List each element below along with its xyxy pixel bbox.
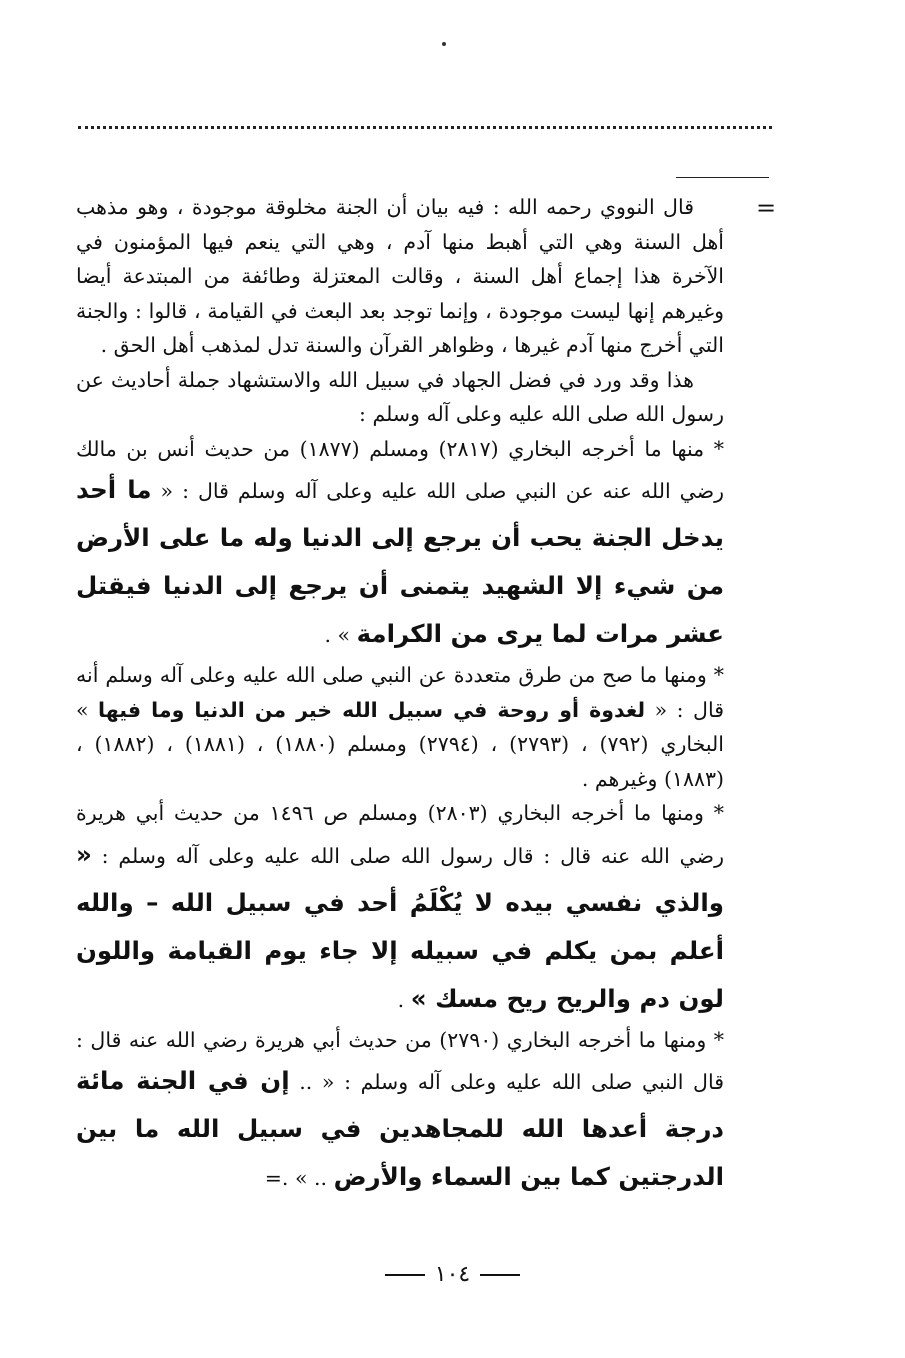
- hadith-close: .. » .=: [264, 1166, 334, 1190]
- hadith-abu-hurayra-2: [76, 1023, 724, 1202]
- hadith-anas: [76, 432, 724, 659]
- paragraph-intro: [76, 363, 724, 432]
- continuation-mark: =: [756, 194, 777, 222]
- hadith-refs: » البخاري (٧٩٢) ، (٢٧٩٣) ، (٢٧٩٤) ومسلم (١٨٨٠) ، (١٨٨١) ، (١٨٨٢) ، (١٨٨٣) وغيرهم .: [76, 697, 724, 791]
- hadith-quote: ما أحد يدخل الجنة يحب أن يرجع إلى الدنيا وله ما على الأرض من شيء إلا الشهيد يتمنى أن يرجع إلى الدنيا فيقتل عشر مرات لما يرى من الكرامة: [76, 475, 724, 648]
- footnote-rule: [676, 177, 769, 178]
- hadith-ghadwa: [76, 658, 724, 796]
- footnote-body: [76, 190, 724, 1201]
- hadith-close: » .: [324, 623, 357, 647]
- page-number: [0, 1262, 905, 1287]
- hadith-source: * ومنها ما أخرجه البخاري (٢٧٩٠) من حديث أبي هريرة رضي الله عنه قال : قال النبي صلى الله عليه وعلى آله وسلم : « ..: [76, 1027, 724, 1094]
- dotted-separator: [78, 126, 772, 129]
- paragraph-text: هذا وقد ورد في فضل الجهاد في سبيل الله والاستشهاد جملة أحاديث عن رسول الله صلى الله عليه وعلى آله وسلم :: [76, 367, 724, 426]
- top-dot-mark: [442, 42, 446, 46]
- hadith-source: * منها ما أخرجه البخاري (٢٨١٧) ومسلم (١٨٧٧) من حديث أنس بن مالك رضي الله عنه عن النبي صلى الله عليه وعلى آله وسلم قال : «: [76, 436, 725, 503]
- dash-right: [385, 1274, 425, 1276]
- hadith-quote: لغدوة أو روحة في سبيل الله خير من الدنيا وما فيها: [98, 697, 646, 722]
- hadith-source: * ومنها ما صح من طرق متعددة عن النبي صلى الله عليه وعلى آله وسلم أنه قال : «: [76, 663, 724, 722]
- hadith-close: .: [397, 987, 411, 1012]
- hadith-quote: إن في الجنة مائة درجة أعدها الله للمجاهدين في سبيل الله ما بين الدرجتين كما بين السماء والأرض: [76, 1066, 724, 1191]
- hadith-source: * ومنها ما أخرجه البخاري (٢٨٠٣) ومسلم ص ١٤٩٦ من حديث أبي هريرة رضي الله عنه قال : قال رسول الله صلى الله عليه وعلى آله وسلم :: [76, 801, 724, 868]
- page-number-text: ١٠٤: [434, 1262, 471, 1287]
- dash-left: [480, 1274, 520, 1276]
- hadith-abu-hurayra-1: [76, 796, 724, 1023]
- paragraph-text: قال النووي رحمه الله : فيه بيان أن الجنة مخلوقة موجودة ، وهو مذهب أهل السنة وهي التي أهبط منها آدم ، وهي التي ينعم فيها المؤمنون في الآخرة هذا إجماع أهل السنة ، وقالت المعتزلة وطائفة من المبتدعة أيضا وغيرهم إنها ليست موجودة ، وإنما توجد بعد البعث في القيامة ، قالوا : والجنة التي أخرج منها آدم غيرها ، وظواهر القرآن والسنة تدل لمذهب أهل الحق .: [76, 195, 724, 357]
- hadith-quote: « والذي نفسي بيده لا يُكْلَمُ أحد في سبيل الله – والله أعلم بمن يكلم في سبيله إلا جاء يوم القيامة واللون لون دم والريح ريح مسك »: [76, 839, 724, 1013]
- paragraph-nawawi: [76, 190, 724, 363]
